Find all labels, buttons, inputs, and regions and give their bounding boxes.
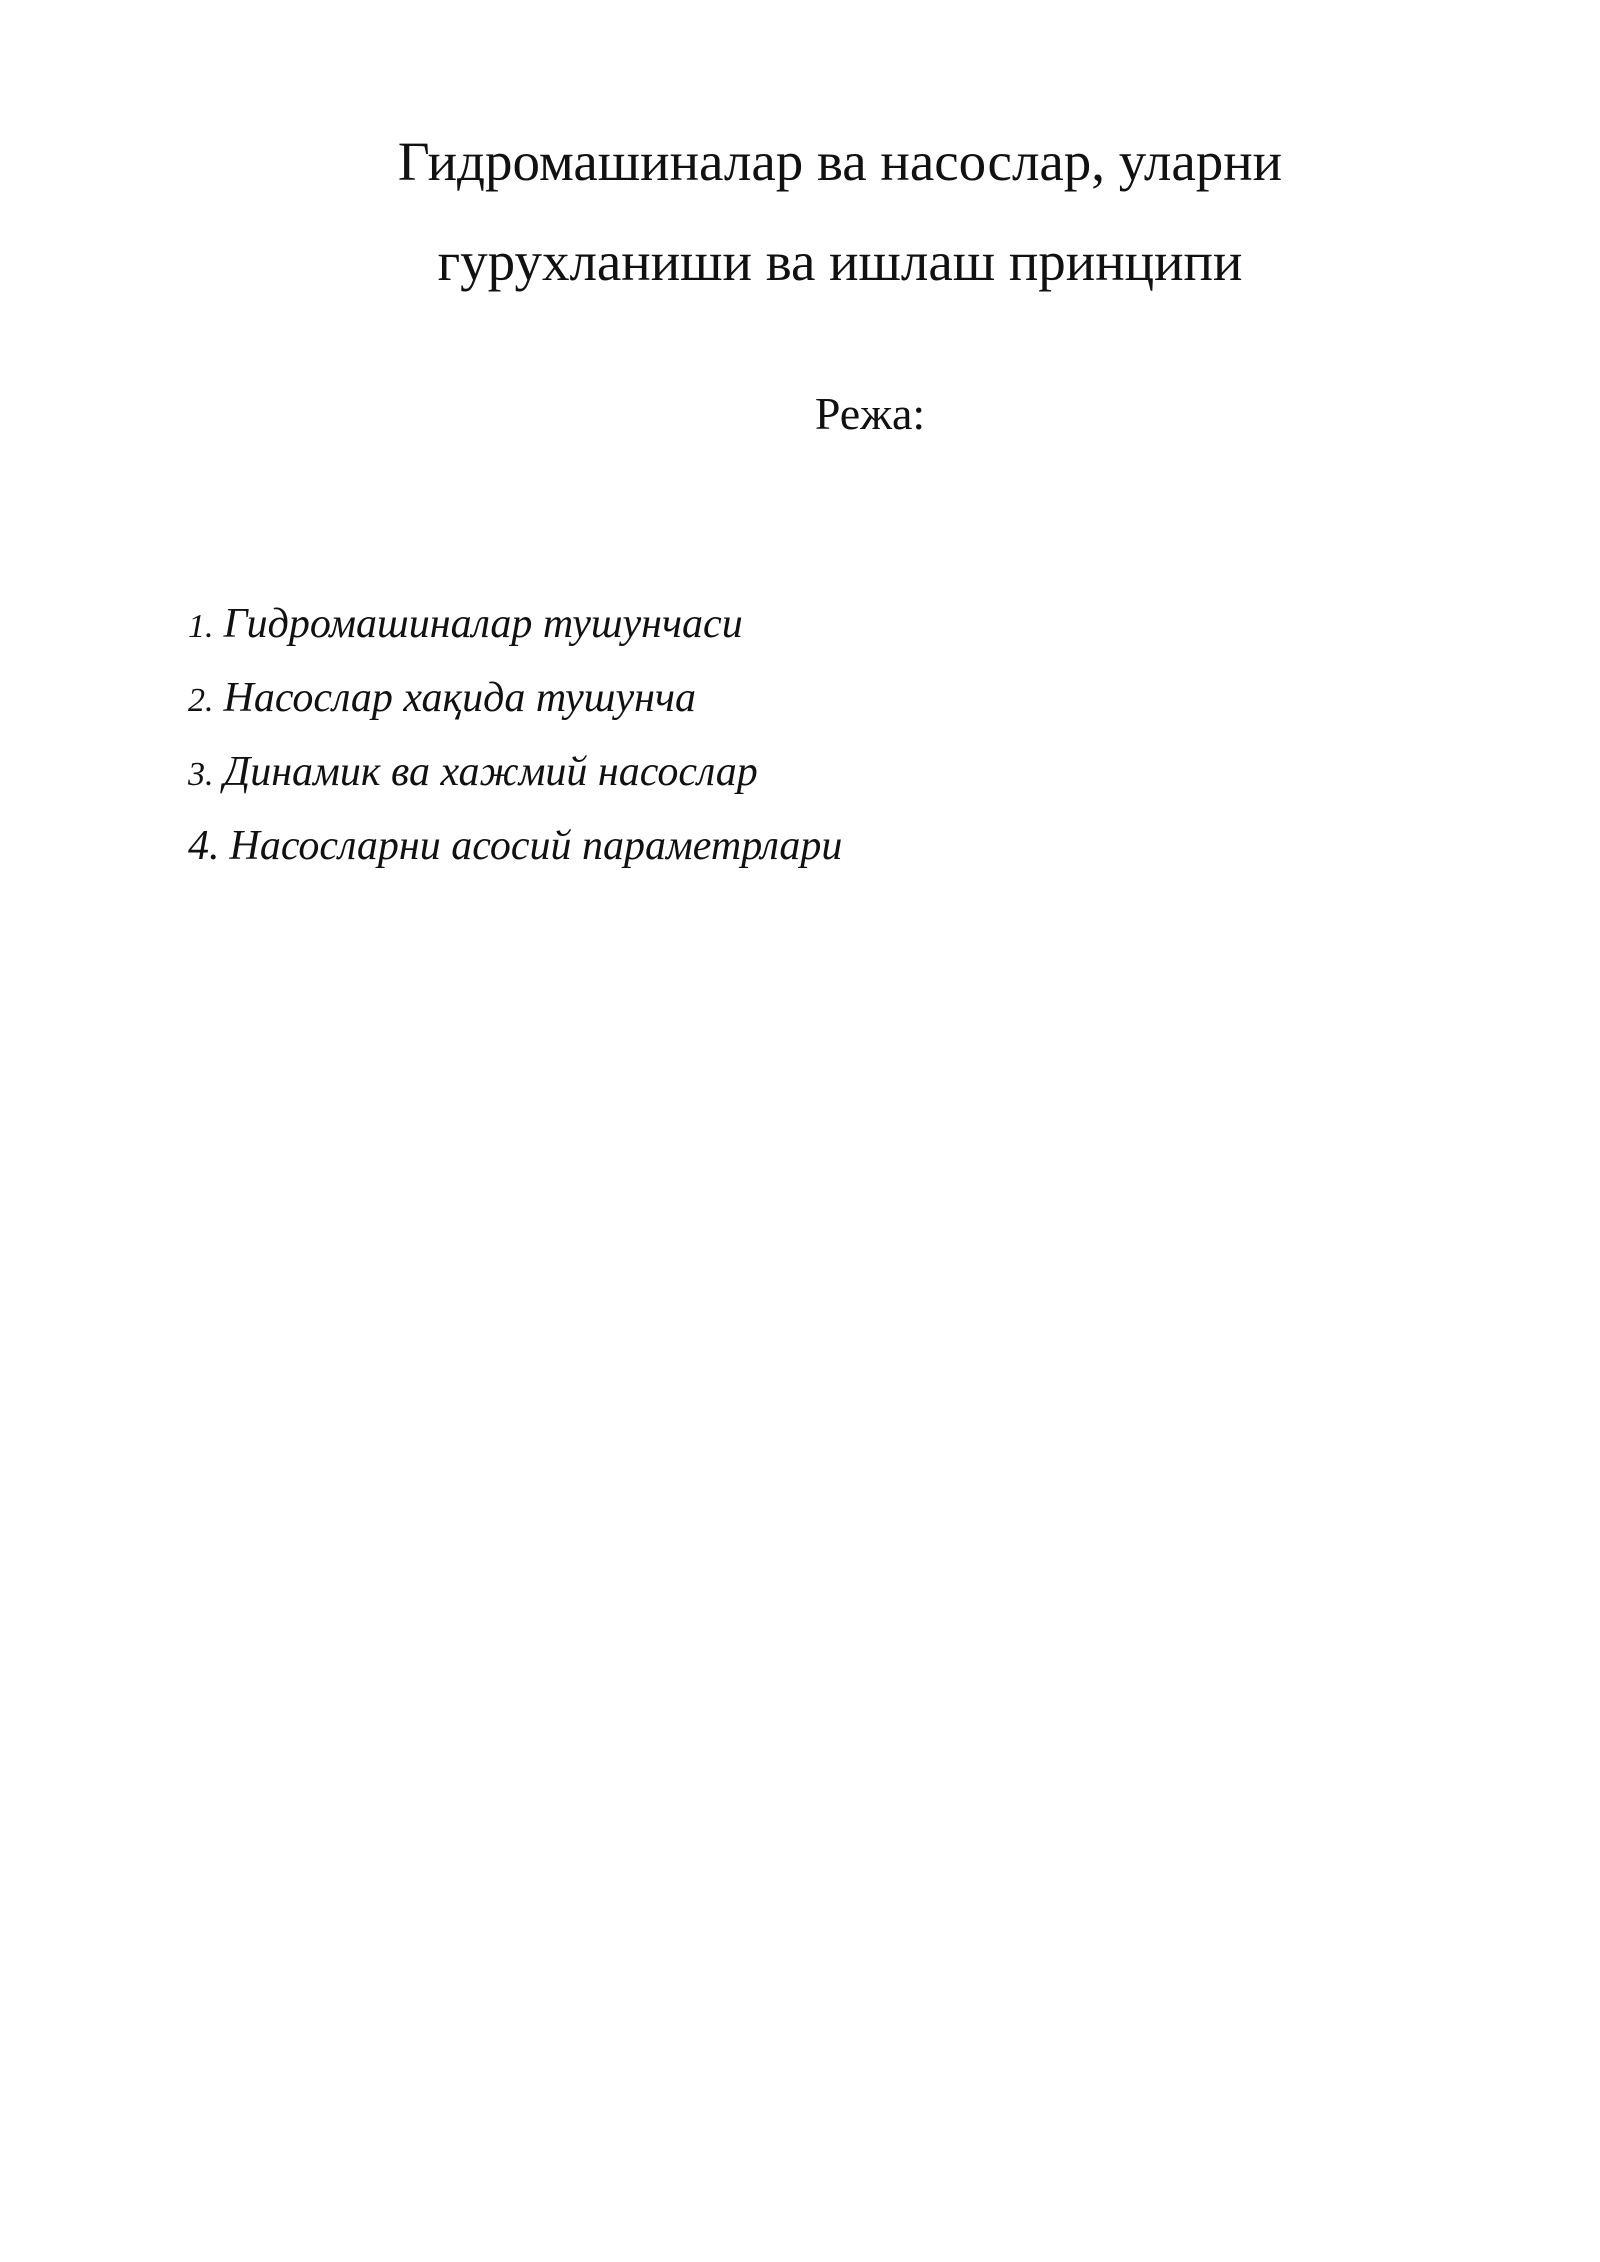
plan-item-number: 3. (188, 756, 214, 793)
plan-list (188, 596, 842, 892)
plan-item-number: 2. (188, 682, 214, 719)
plan-item (188, 670, 842, 744)
plan-item-text: Динамик ва хажмий насослар (223, 749, 758, 795)
title-line-1: Гидромашиналар ва насослар, уларни (397, 131, 1283, 192)
plan-item (188, 596, 842, 670)
plan-item-text: Гидромашиналар тушунчаси (223, 601, 743, 647)
document-title (0, 112, 1600, 312)
title-line-2: гурухланиши ва ишлаш принципи (437, 231, 1243, 292)
plan-item (188, 818, 842, 892)
plan-heading: Режа: (814, 388, 926, 439)
plan-item-text: Насослар хақида тушунча (223, 675, 697, 721)
plan-item (188, 744, 842, 818)
plan-item-text: Насосларни асосий параметрлари (229, 823, 843, 869)
plan-item-number: 4. (188, 823, 220, 869)
plan-item-number: 1. (188, 608, 214, 645)
